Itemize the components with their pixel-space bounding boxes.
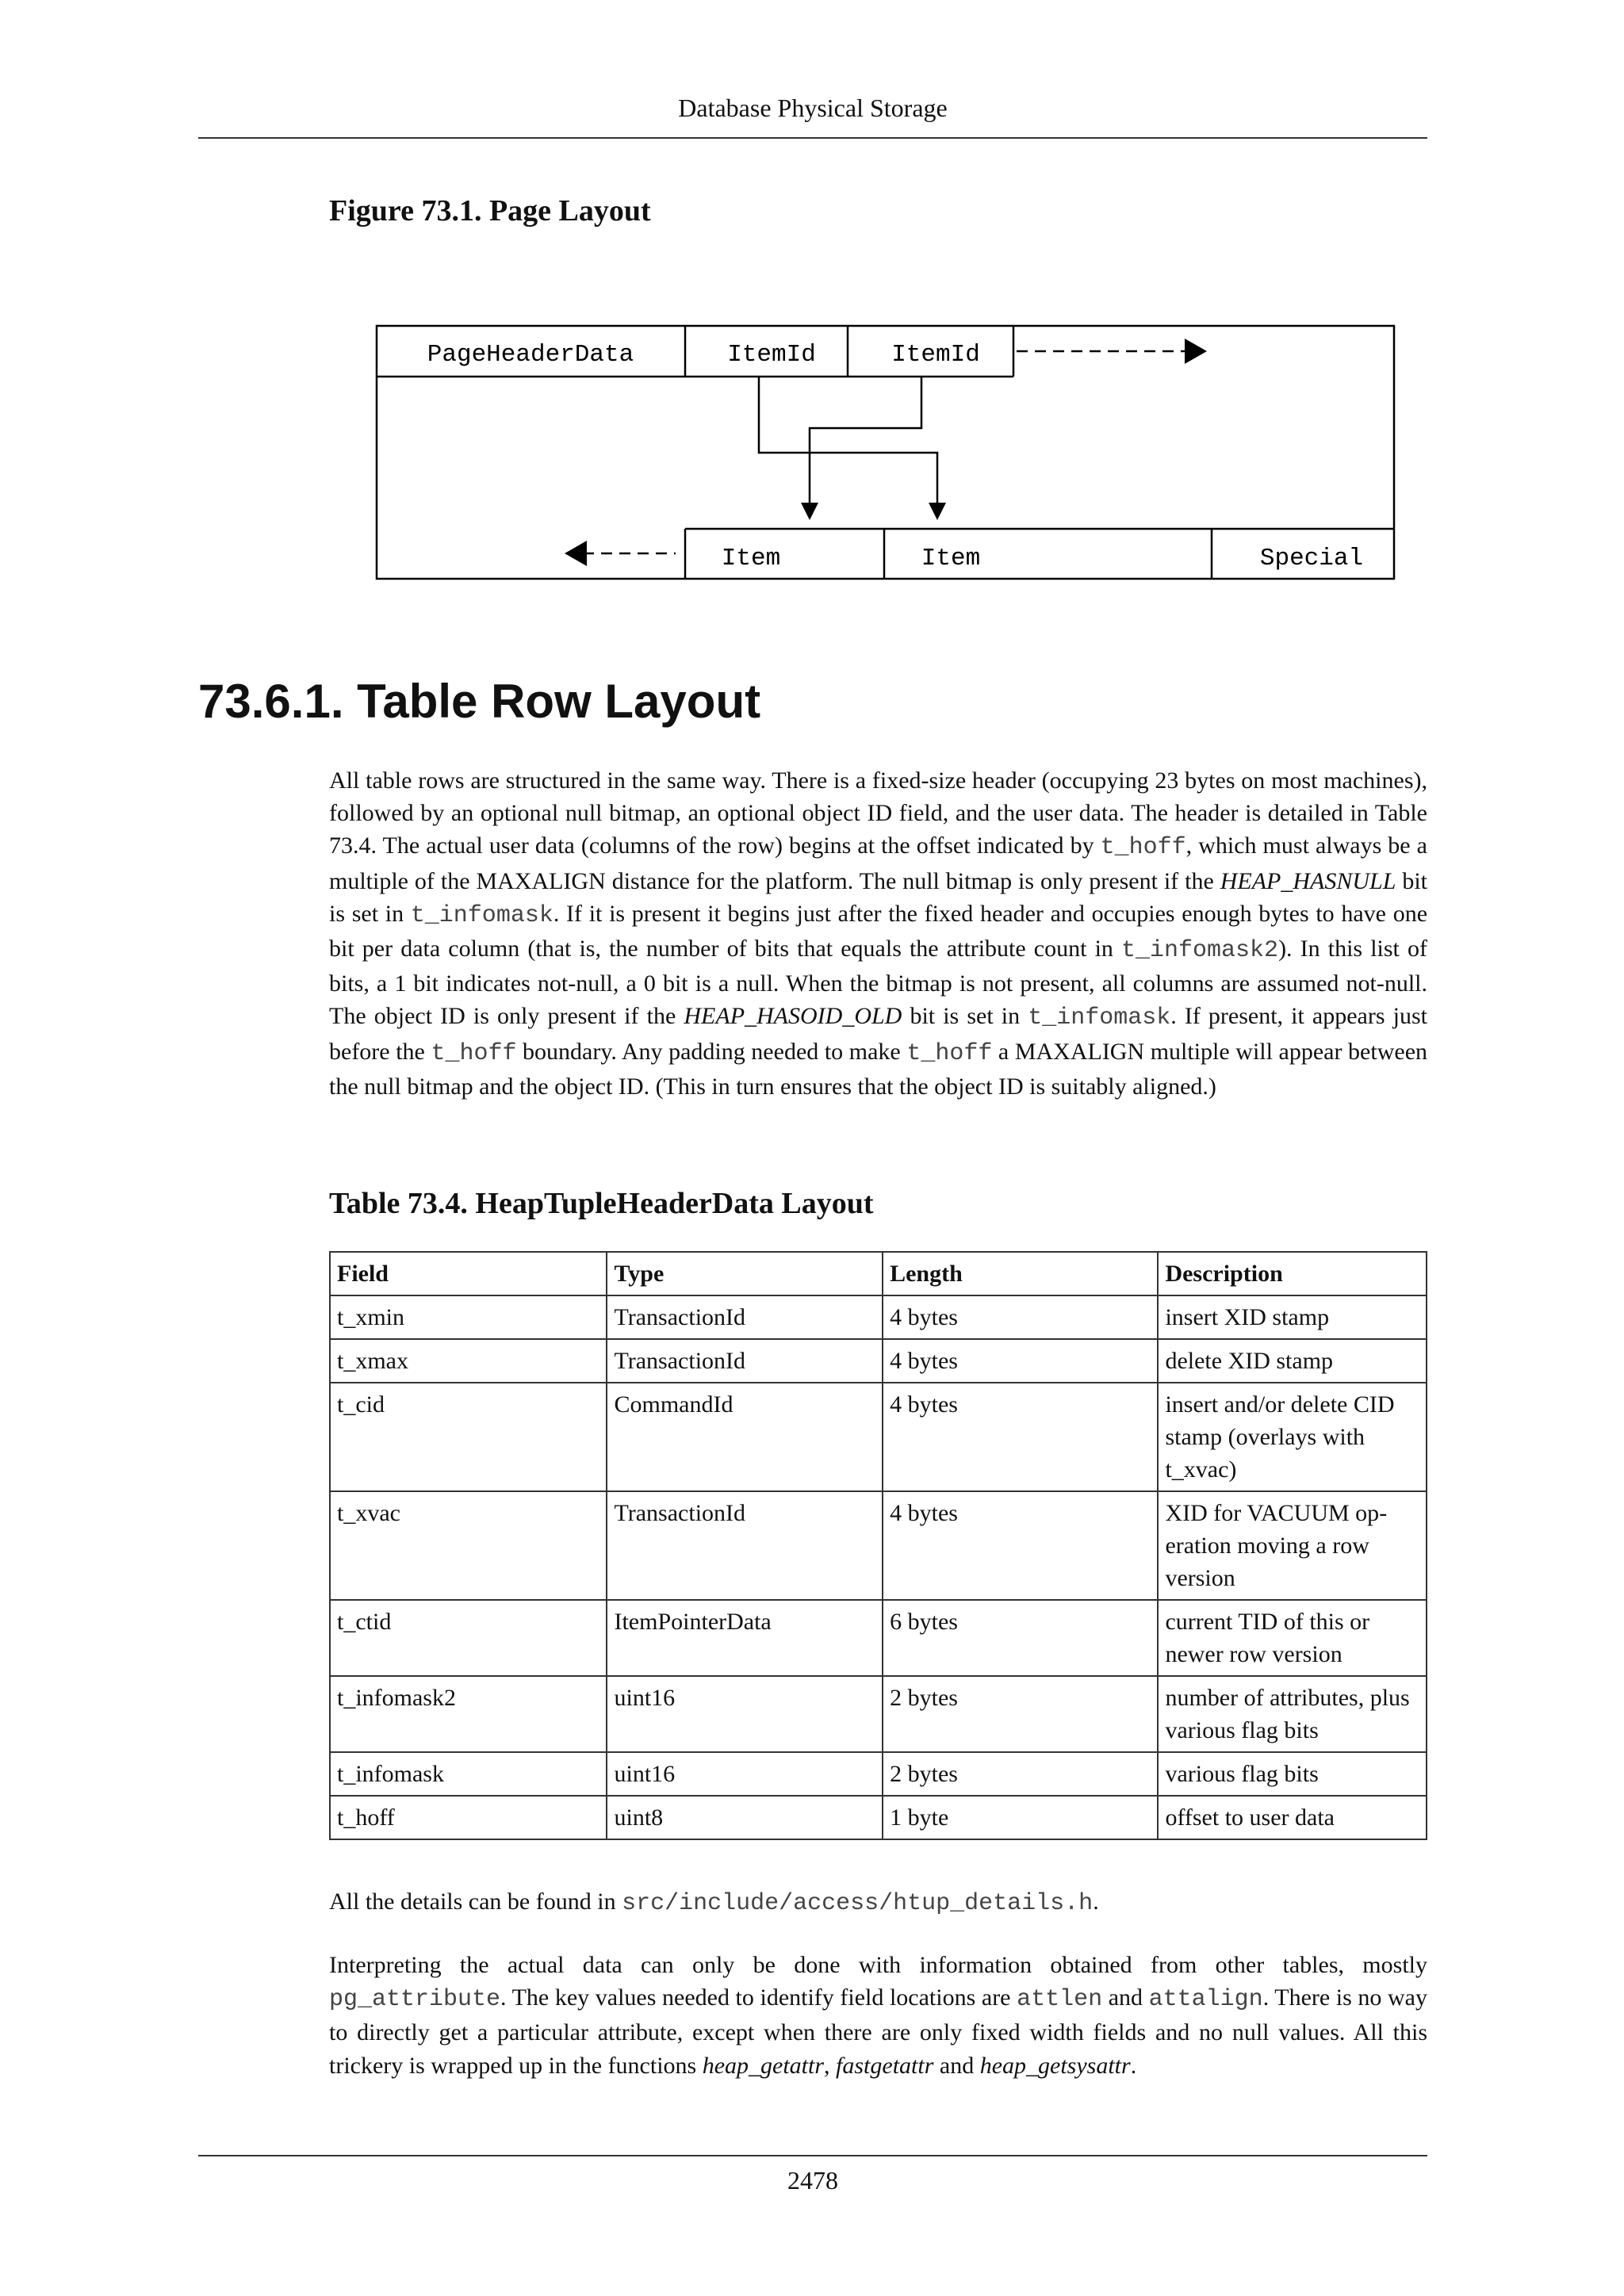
table-cell: offset to user data — [1158, 1796, 1427, 1839]
table-row — [330, 1676, 1427, 1752]
column-header: Type — [607, 1252, 883, 1295]
itemid-growth-arrowhead — [1185, 339, 1207, 364]
table-cell: 2 bytes — [883, 1752, 1158, 1796]
table-row — [330, 1383, 1427, 1491]
table-cell: t_xvac — [330, 1491, 607, 1600]
label-itemid-2: ItemId — [891, 341, 980, 369]
pointer-itemid2-to-item1 — [810, 377, 921, 504]
table-cell: t_infomask2 — [330, 1676, 607, 1752]
table-cell: CommandId — [607, 1383, 883, 1491]
footer-rule — [198, 2155, 1427, 2156]
table-cell: t_hoff — [330, 1796, 607, 1839]
table-row — [330, 1600, 1427, 1676]
column-header: Field — [330, 1252, 607, 1295]
table-cell: 4 bytes — [883, 1339, 1158, 1383]
table-cell: current TID of this or newer row version — [1158, 1600, 1427, 1676]
paragraph-interpreting-data: Interpreting the actual data can only be done with information obtained from other tables, mostly pg_attribute. The key values needed to identify field locations are attlen and attalign. There is no way to directly get a particular attribute, except when there are only fixed width fields and no null values. All this trickery is wrapped up in the functions heap_getattr, fastgetattr and heap_getsysattr. — [329, 1952, 1427, 2079]
table-header-row — [330, 1252, 1427, 1295]
table-cell: t_xmax — [330, 1339, 607, 1383]
label-special: Special — [1259, 545, 1364, 572]
table-cell: 6 bytes — [883, 1600, 1158, 1676]
table-cell: 4 bytes — [883, 1491, 1158, 1600]
page-layout-diagram — [0, 0, 1624, 603]
table-cell: insert XID stamp — [1158, 1295, 1427, 1339]
table-title: Table 73.4. HeapTupleHeaderData Layout — [329, 1187, 874, 1220]
label-page-header-data: PageHeaderData — [427, 341, 634, 369]
table-cell: t_xmin — [330, 1295, 607, 1339]
table-row — [330, 1491, 1427, 1600]
paragraph-row-layout: All table rows are structured in the same way. There is a fixed-size header (occupying 23 bytes on most machines), followed by an optional null bitmap, an optional object ID field, and the user data. The header is detailed in Table 73.4. The actual user data (columns of the row) begins at the offset indicated by t_hoff, which must always be a multiple of the MAXALIGN distance for the platform. The null bitmap is only present if the HEAP_HASNULL bit is set in t_infomask. If it is present it begins just after the fixed header and occupies enough bytes to have one bit per data column (that is, the number of bits that equals the attribute count in t_infomask2). In this list of bits, a 1 bit indicates not-null, a 0 bit is a null. When the bitmap is not present, all columns are assumed not-null. The object ID is only present if the HEAP_HASOID_OLD bit is set in t_infomask. If present, it appears just before the t_hoff boundary. Any padding needed to make t_hoff a MAXALIGN multiple will appear between the null bitmap and the object ID. (This in turn ensures that the object ID is suitably aligned.) — [329, 767, 1428, 1100]
table-cell: insert and/or delete CID stamp (overlays with t_xvac) — [1158, 1383, 1427, 1491]
table-cell: TransactionId — [607, 1295, 883, 1339]
page-number: 2478 — [787, 2166, 838, 2195]
table-row — [330, 1796, 1427, 1839]
column-header: Length — [883, 1252, 1158, 1295]
table-cell: various flag bits — [1158, 1752, 1427, 1796]
table-cell: ItemPointerData — [607, 1600, 883, 1676]
table-cell: uint8 — [607, 1796, 883, 1839]
table-cell: t_ctid — [330, 1600, 607, 1676]
paragraph-details-file: All the details can be found in src/include/access/htup_details.h. — [329, 1888, 1099, 1917]
label-itemid-1: ItemId — [727, 341, 816, 369]
pointer-itemid1-to-item2 — [759, 377, 937, 504]
table-row — [330, 1752, 1427, 1796]
table-cell: uint16 — [607, 1676, 883, 1752]
table-cell: t_cid — [330, 1383, 607, 1491]
column-header: Description — [1158, 1252, 1427, 1295]
table-cell: t_infomask — [330, 1752, 607, 1796]
pointer-itemid2-arrowhead — [801, 503, 818, 520]
table-cell: TransactionId — [607, 1491, 883, 1600]
pointer-itemid1-arrowhead — [929, 503, 946, 520]
label-item-1: Item — [721, 545, 781, 572]
table-cell: 4 bytes — [883, 1295, 1158, 1339]
table-cell: delete XID stamp — [1158, 1339, 1427, 1383]
item-growth-arrowhead — [565, 541, 587, 566]
section-title: 73.6.1. Table Row Layout — [198, 675, 761, 728]
table-cell: uint16 — [607, 1752, 883, 1796]
running-header: Database Physical Storage — [678, 94, 948, 122]
table-row — [330, 1339, 1427, 1383]
label-item-2: Item — [921, 545, 981, 572]
table-cell: 2 bytes — [883, 1676, 1158, 1752]
heap-tuple-header-table — [329, 1251, 1427, 1840]
table-cell: XID for VACUUM operation moving a row version — [1158, 1491, 1427, 1600]
table-cell: number of attributes, plus various flag bits — [1158, 1676, 1427, 1752]
figure-title: Figure 73.1. Page Layout — [329, 194, 651, 228]
table-cell: 4 bytes — [883, 1383, 1158, 1491]
table-cell: TransactionId — [607, 1339, 883, 1383]
table-row — [330, 1295, 1427, 1339]
table-cell: 1 byte — [883, 1796, 1158, 1839]
